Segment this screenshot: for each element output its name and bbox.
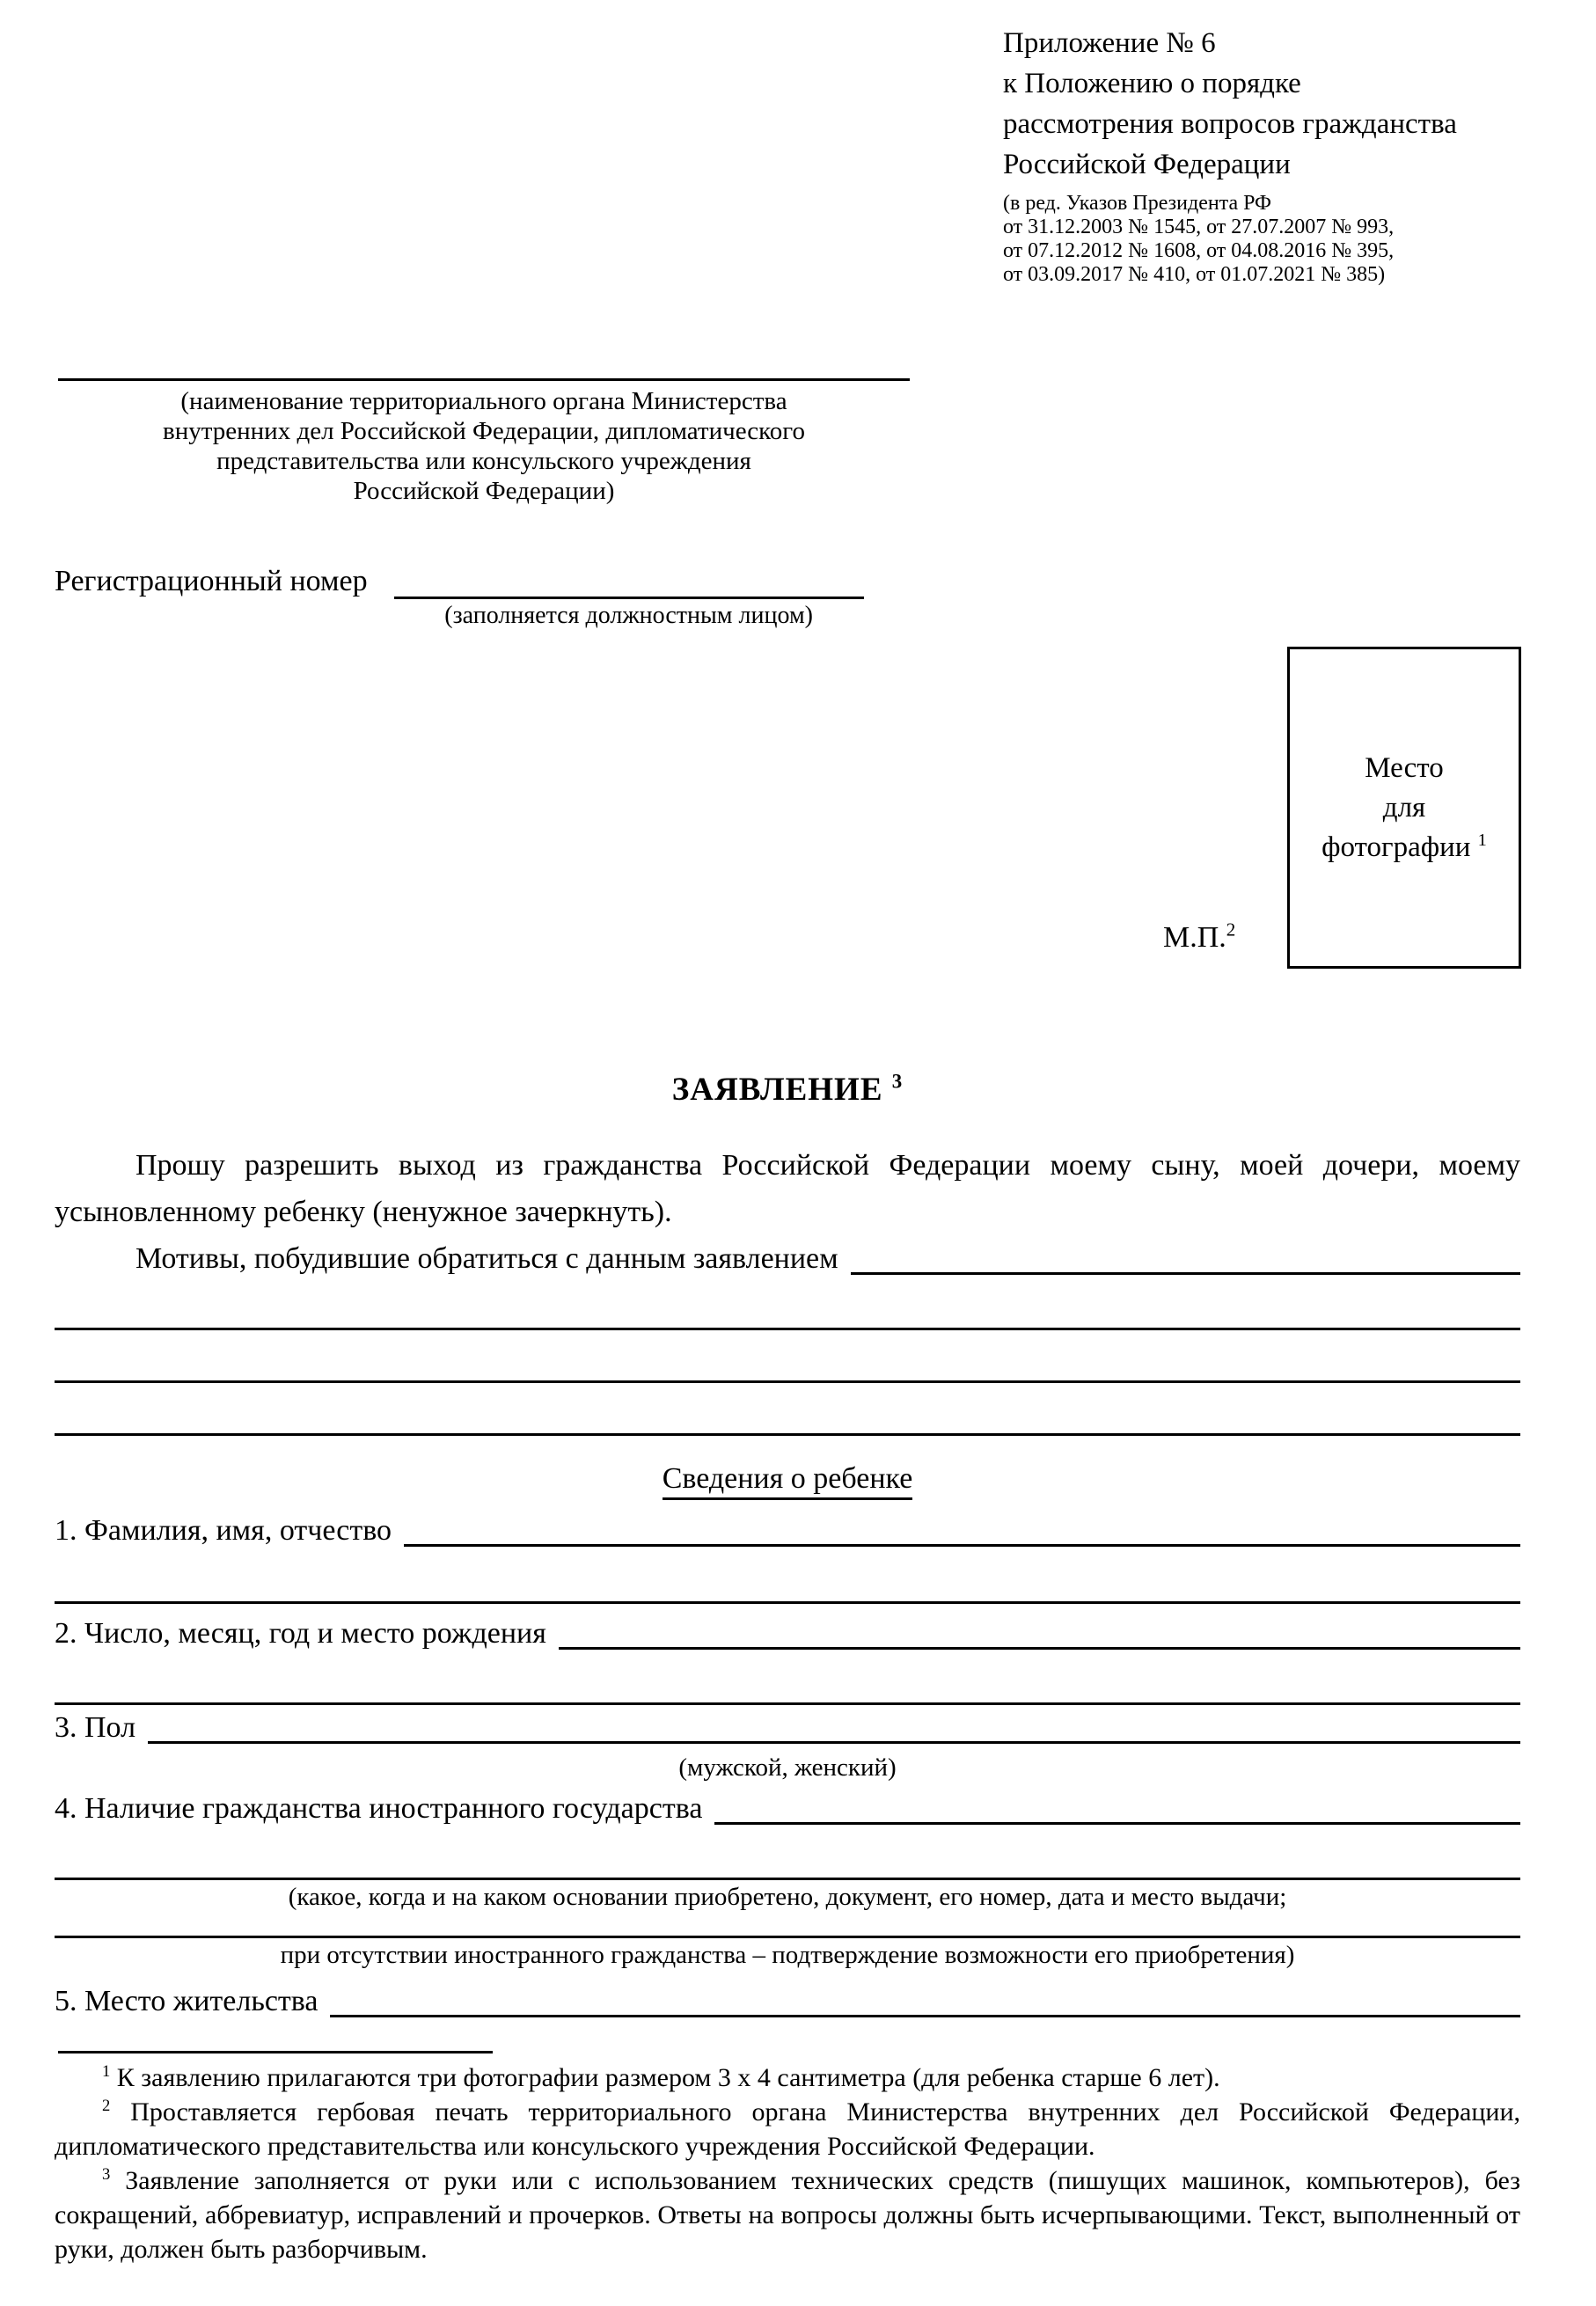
appendix-line: к Положению о порядке xyxy=(1003,68,1301,99)
amendment-line: от 07.12.2012 № 1608, от 04.08.2016 № 395, xyxy=(1003,239,1395,262)
field-fio-extra-line[interactable] xyxy=(55,1554,1520,1604)
appendix-line: Приложение № 6 xyxy=(1003,27,1216,59)
field-birth-label: 2. Число, месяц, год и место рождения xyxy=(55,1617,546,1650)
field-row-fio xyxy=(55,1508,1520,1554)
org-caption-line: внутренних дел Российской Федерации, дипломатического xyxy=(163,417,805,445)
motives-extra-line[interactable] xyxy=(55,1383,1520,1436)
field-residence-input-line[interactable] xyxy=(330,2015,1520,2017)
footnotes-block xyxy=(55,2061,1520,2266)
photo-footnote-ref: 1 xyxy=(1477,830,1487,850)
footnote-3 xyxy=(55,2163,1520,2266)
amendment-line: от 03.09.2017 № 410, от 01.07.2021 № 385) xyxy=(1003,263,1386,286)
stamp-place-label xyxy=(1163,921,1235,955)
registration-number-row xyxy=(55,560,1520,631)
motives-extra-line[interactable] xyxy=(55,1282,1520,1330)
field-row-residence xyxy=(55,1979,1520,2024)
motives-label: Мотивы, побудившие обратиться с данным заявлением xyxy=(135,1242,838,1275)
field-birth-input-line[interactable] xyxy=(559,1647,1520,1650)
amendment-line: от 31.12.2003 № 1545, от 27.07.2007 № 993, xyxy=(1003,216,1395,238)
photo-and-stamp-area xyxy=(55,631,1520,967)
page-title-text: ЗАЯВЛЕНИЕ xyxy=(671,1072,883,1108)
footnote-1 xyxy=(55,2061,1520,2095)
footnote-1-ref: 1 xyxy=(102,2062,111,2081)
field-row-sex xyxy=(55,1705,1520,1751)
photo-box-line xyxy=(1321,828,1487,867)
field-foreign-caption-1: (какое, когда и на каком основании приобретено, документ, его номер, дата и место выдачи; xyxy=(288,1883,1287,1911)
org-caption-line: представительства или консульского учреждения xyxy=(216,447,751,475)
motives-input-line[interactable] xyxy=(851,1272,1520,1275)
page-title xyxy=(55,1071,1520,1109)
field-sex-caption: (мужской, женский) xyxy=(678,1753,897,1782)
field-foreign-extra-line[interactable] xyxy=(55,1832,1520,1880)
registration-number-caption: (заполняется должностным лицом) xyxy=(444,602,813,629)
stamp-place-text: М.П. xyxy=(1163,921,1226,954)
motives-row xyxy=(55,1235,1520,1282)
field-foreign-label: 4. Наличие гражданства иностранного государства xyxy=(55,1792,703,1825)
field-foreign-extra-line[interactable] xyxy=(55,1914,1520,1938)
field-fio-label: 1. Фамилия, имя, отчество xyxy=(55,1514,392,1547)
field-sex-label: 3. Пол xyxy=(55,1711,136,1744)
section-heading xyxy=(55,1462,1520,1496)
field-residence-label: 5. Место жительства xyxy=(55,1985,318,2017)
appendix-line: Российской Федерации xyxy=(1003,149,1291,180)
appendix-header xyxy=(1003,23,1520,185)
field-row-birth xyxy=(55,1611,1520,1657)
footnote-3-text: Заявление заполняется от руки или с использованием технических средств (пишущих машинок, компьютеров), без сокращений, аббревиатур, исправлений и прочерков. Ответы на вопросы должны быть исчерпывающими. Текст, выполненный от руки, должен быть разборчивым. xyxy=(55,2166,1520,2264)
field-row-foreign-citizenship xyxy=(55,1786,1520,1832)
appendix-line: рассмотрения вопросов гражданства xyxy=(1003,108,1457,140)
stamp-footnote-ref: 2 xyxy=(1226,919,1236,941)
org-name-caption xyxy=(58,386,910,506)
amendments-note xyxy=(1003,192,1520,287)
request-paragraph: Прошу разрешить выход из гражданства Российской Федерации моему сыну, моей дочери, моему усыновленному ребенку (ненужное зачеркнуть). xyxy=(55,1149,1520,1228)
org-name-block xyxy=(58,378,910,506)
registration-number-field xyxy=(394,560,864,631)
footnote-2 xyxy=(55,2095,1520,2163)
field-foreign-caption-2: при отсутствии иностранного гражданства – подтверждение возможности его приобретения) xyxy=(280,1941,1295,1969)
org-caption-line: Российской Федерации) xyxy=(353,477,615,505)
photo-placeholder-box xyxy=(1287,647,1521,969)
photo-box-text: фотографии xyxy=(1321,831,1471,863)
registration-number-input-line[interactable] xyxy=(394,560,864,599)
field-sex-input-line[interactable] xyxy=(148,1741,1520,1744)
org-name-input-line[interactable] xyxy=(58,378,910,381)
org-caption-line: (наименование территориального органа Министерства xyxy=(180,387,787,415)
photo-box-line: Место xyxy=(1365,751,1444,784)
title-footnote-ref: 3 xyxy=(891,1070,904,1093)
section-heading-text: Сведения о ребенке xyxy=(663,1462,913,1500)
field-foreign-input-line[interactable] xyxy=(714,1822,1520,1825)
motives-extra-line[interactable] xyxy=(55,1330,1520,1383)
field-fio-input-line[interactable] xyxy=(404,1544,1520,1547)
amendment-line: (в ред. Указов Президента РФ xyxy=(1003,192,1272,215)
footnote-1-text: К заявлению прилагаются три фотографии размером 3 х 4 сантиметра (для ребенка старше 6 лет). xyxy=(116,2063,1220,2092)
field-birth-extra-line[interactable] xyxy=(55,1657,1520,1705)
footnote-3-ref: 3 xyxy=(102,2165,111,2184)
footnote-2-ref: 2 xyxy=(102,2097,111,2115)
footnote-2-text: Проставляется гербовая печать территориального органа Министерства внутренних дел Российской Федерации, дипломатического представительства или консульского учреждения Российской Федерации. xyxy=(55,2097,1521,2161)
photo-box-line: для xyxy=(1382,791,1426,824)
registration-number-label: Регистрационный номер xyxy=(55,565,368,597)
footnote-separator xyxy=(58,2051,493,2053)
